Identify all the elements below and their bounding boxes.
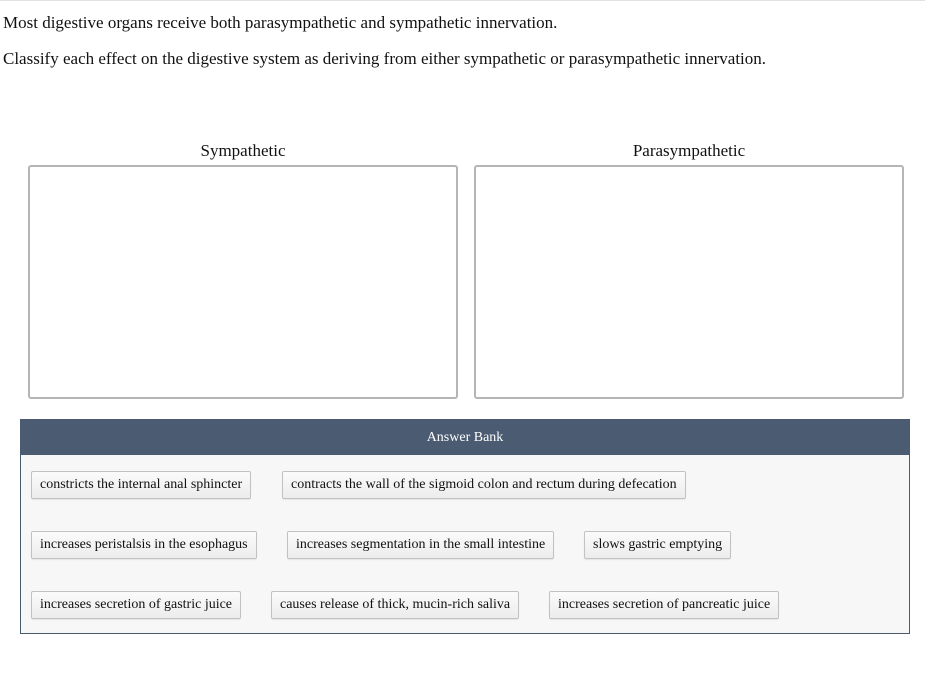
parasympathetic-drop-zone[interactable] (474, 165, 904, 399)
answer-chip-thick-mucin-rich-saliva[interactable]: causes release of thick, mucin-rich saliva (271, 591, 519, 619)
top-divider (0, 0, 925, 1)
answer-bank-title: Answer Bank (21, 420, 909, 455)
answer-chip-increases-small-intestine-segmentation[interactable]: increases segmentation in the small intestine (287, 531, 554, 559)
sympathetic-drop-zone[interactable] (28, 165, 458, 399)
answer-bank (20, 419, 910, 634)
parasympathetic-bin-title: Parasympathetic (632, 141, 746, 160)
answer-chip-increases-pancreatic-juice[interactable]: increases secretion of pancreatic juice (549, 591, 779, 619)
question-instruction: Classify each effect on the digestive system as deriving from either sympathetic or parasympathetic innervation. (3, 49, 767, 68)
question-intro: Most digestive organs receive both parasympathetic and sympathetic innervation. (3, 13, 558, 32)
sympathetic-bin-title: Sympathetic (200, 141, 286, 160)
answer-chip-constricts-internal-anal-sphincter[interactable]: constricts the internal anal sphincter (31, 471, 251, 499)
answer-chip-increases-gastric-juice[interactable]: increases secretion of gastric juice (31, 591, 241, 619)
answer-chip-increases-esophagus-peristalsis[interactable]: increases peristalsis in the esophagus (31, 531, 257, 559)
answer-chip-slows-gastric-emptying[interactable]: slows gastric emptying (584, 531, 731, 559)
answer-chip-contracts-sigmoid-colon-rectum[interactable]: contracts the wall of the sigmoid colon and rectum during defecation (282, 471, 686, 499)
